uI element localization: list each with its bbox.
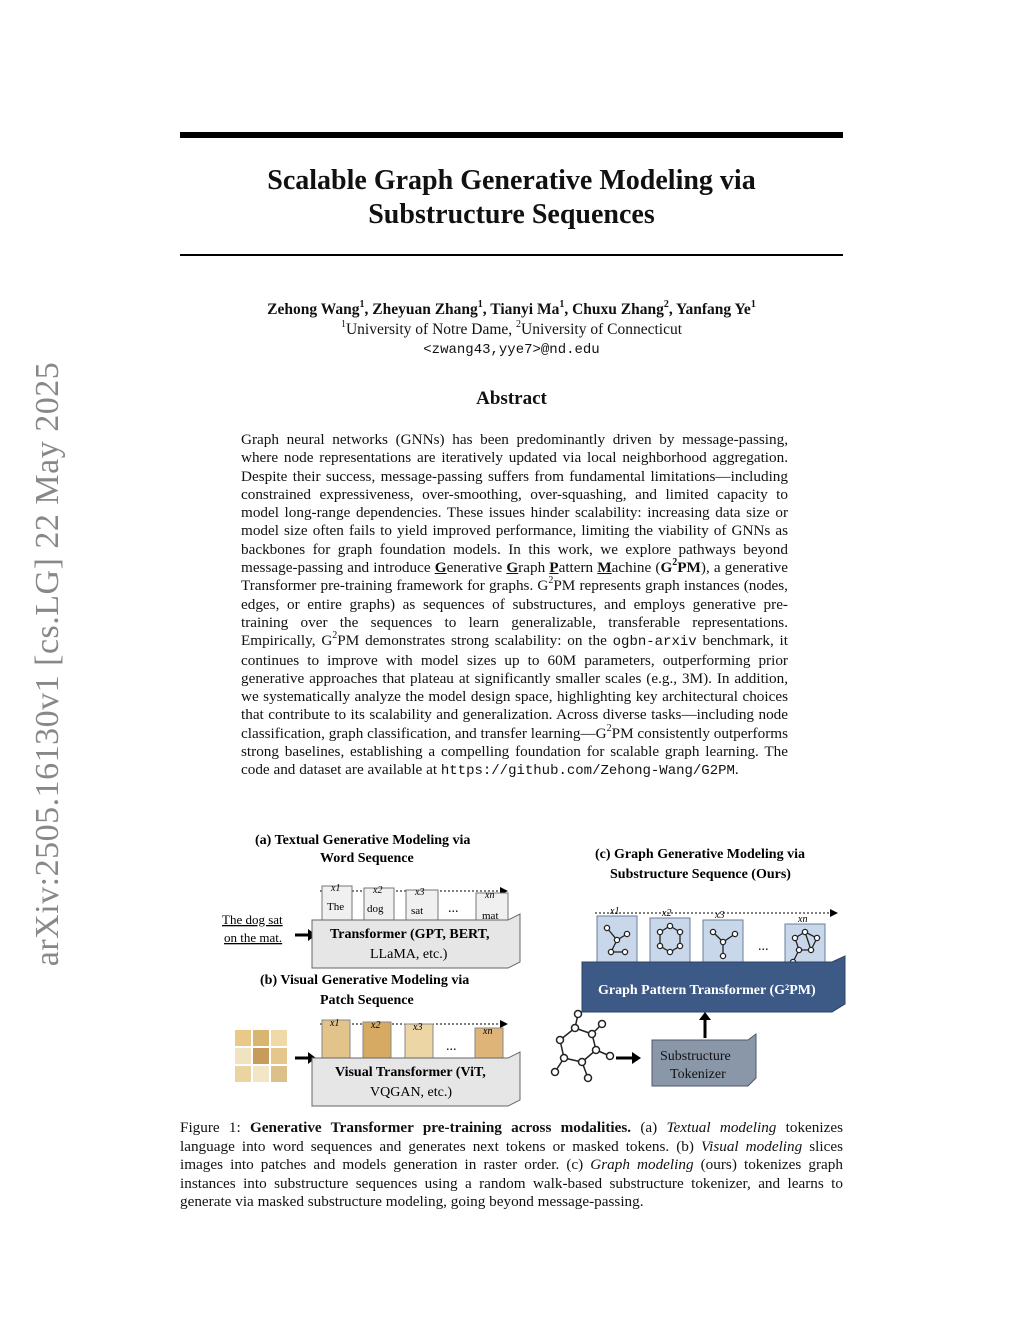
model-name-g: G — [660, 559, 673, 577]
word-token: sat — [411, 905, 424, 917]
abstract-body — [241, 431, 788, 781]
panel-b-title-1: (b) Visual Generative Modeling via — [260, 973, 470, 988]
image-patch — [235, 1048, 251, 1064]
panel-a-title-2: Word Sequence — [320, 851, 414, 866]
arxiv-sidebar-stamp — [28, 361, 68, 967]
panel-c-title-1: (c) Graph Generative Modeling via — [595, 847, 805, 862]
title-bottom-rule — [180, 254, 843, 256]
arxiv-stamp-text: arXiv:2505.16130v1 [cs.LG] 22 May 2025 — [29, 361, 66, 967]
dataset-name: ogbn-arxiv — [612, 634, 697, 651]
model-name-sup: 2 — [606, 722, 612, 734]
caption-text: slices images into patches and models generation in raster order. (c) — [180, 1137, 843, 1174]
figure-1 — [200, 828, 850, 1108]
input-sentence-line-1: The dog sat — [222, 912, 283, 927]
caption-bold: Generative Transformer pre-training across modalities. — [249, 1119, 632, 1136]
abstract-text: Graph neural networks (GNNs) has been predominantly driven by message-passing, where node representations are iteratively updated via local neighborhood aggregation. Despite their success, message-passing suffers from fundamental limitations—including constrained expressiveness, over-smoothing, over-squashing, and limited capacity to model long-range dependencies. These issues hinder scalability: increasing data size or model size often fails to yield improved performance, limiting the viability of GNNs as backbones for graph foundation models. In this work, we explore pathways beyond message-passing and introduce — [241, 431, 788, 577]
title-line-2: Substructure Sequences — [368, 199, 655, 230]
abstract-text: benchmark, it continues to improve with model sizes up to 60M parameters, outperforming prior generative approaches that plateau at significantly smaller scales (e.g., 3M). In addition, we systematically analyze the model design space, highlighting key architectural choices that contribute to its scalability and generalization. Across diverse tasks—including node classification, graph classification, and transfer learning—G — [241, 632, 788, 742]
text-transformer-label-2: LLaMA, etc.) — [370, 947, 448, 962]
affil-sup: 1 — [340, 318, 346, 330]
x-label: x3 — [415, 887, 425, 898]
x-label: x1 — [331, 883, 341, 894]
abstract-heading: Abstract — [476, 388, 547, 409]
x-label: xn — [483, 1026, 493, 1037]
x-label: x2 — [371, 1020, 381, 1031]
acronym-letter: G — [434, 559, 447, 577]
model-name-pm: PM — [677, 559, 701, 577]
caption-paragraph — [180, 1119, 843, 1212]
graph-transformer-label: Graph Pattern Transformer (G²PM) — [598, 983, 816, 998]
x-label: xn — [798, 914, 808, 925]
substructure-tokens — [597, 906, 825, 970]
input-sentence-line-2: on the mat. — [224, 930, 283, 945]
caption-italic: Graph modeling — [590, 1156, 694, 1174]
word-token: mat — [482, 910, 499, 922]
graph-to-tokenizer-arrow-head — [632, 1052, 641, 1064]
x-label: x1 — [610, 906, 620, 917]
author-names: Zehong Wang$^1$, Zheyuan Zhang$^1$, Tianyi Ma$^1$, Chuxu Zhang$^2$, Yanfang Ye$^1$ — [267, 298, 756, 318]
author-name: Chuxu Zhang — [572, 301, 664, 318]
caption-text: (a) — [631, 1119, 667, 1136]
caption-label: Figure 1: — [180, 1119, 250, 1136]
panel-b-title-2: Patch Sequence — [320, 993, 414, 1008]
author-affil-sup: 1 — [559, 298, 565, 310]
paper-title — [180, 164, 843, 232]
visual-transformer-label-2: VQGAN, etc.) — [370, 1085, 453, 1100]
code-url-link[interactable]: https://github.com/Zehong-Wang/G2PM — [440, 763, 735, 780]
figure-caption — [180, 1119, 843, 1212]
image-patch — [235, 1066, 251, 1082]
image-patch — [253, 1066, 269, 1082]
author-affil-sup: 1 — [359, 298, 365, 310]
author-block — [180, 300, 843, 360]
x-label: x3 — [715, 910, 725, 921]
abstract-text: enerative — [446, 559, 507, 577]
sequence-arrow-b-head — [500, 1020, 508, 1028]
abstract-text: G — [537, 577, 549, 595]
tokenizer-label-2: Tokenizer — [670, 1067, 726, 1082]
word-token: The — [327, 901, 345, 913]
ellipsis: ... — [448, 901, 459, 916]
ellipsis: ... — [758, 939, 769, 954]
image-patch — [235, 1030, 251, 1046]
x-label: x3 — [413, 1022, 423, 1033]
visual-transformer-label-1: Visual Transformer (ViT, — [335, 1065, 486, 1080]
author-name: Zehong Wang — [267, 301, 360, 318]
acronym-letter: G — [506, 559, 519, 577]
model-name-sup: 2 — [548, 575, 554, 587]
model-name-sup: 2 — [332, 630, 338, 642]
author-affil-sup: 2 — [663, 298, 669, 310]
word-token: dog — [367, 903, 384, 915]
x-label: x1 — [330, 1018, 340, 1029]
image-patch — [253, 1048, 269, 1064]
image-patches-grid — [235, 1030, 287, 1082]
caption-italic: Textual modeling — [666, 1119, 777, 1136]
acronym-letter: P — [549, 559, 559, 577]
author-affil-sup: 1 — [477, 298, 483, 310]
text-transformer-label-1: Transformer (GPT, BERT, — [330, 927, 490, 942]
caption-text: tokenizes language into word sequences and generates next tokens or masked tokens. (b) — [180, 1119, 844, 1155]
caption-italic: Visual modeling — [700, 1137, 803, 1155]
affil-sup: 2 — [516, 318, 522, 330]
title-top-rule — [180, 132, 843, 138]
abstract-text: PM consistently outperforms strong baselines, establishing a compelling foundation for scalable graph learning. The code and dataset are available at — [241, 724, 788, 779]
x-label: x2 — [373, 885, 383, 896]
input-graph-icon — [552, 1011, 614, 1082]
image-patch — [271, 1066, 287, 1082]
abstract-text: PM represents graph instances (nodes, edges, or entire graphs) as sequences of substructures, and employs generative pre-training over the sequences to learn generalizable, transferable representations. Empirically, G — [241, 577, 788, 650]
abstract-text: . — [734, 761, 739, 779]
image-patch — [271, 1030, 287, 1046]
tokenizer-up-arrow-head — [699, 1012, 711, 1020]
author-name: Tianyi Ma — [490, 301, 560, 318]
abstract-text: PM demonstrates strong scalability: on the — [337, 632, 613, 650]
abstract-text: achine ( — [611, 559, 661, 577]
caption-text: (ours) tokenizes graph instances into substructure sequences using a random walk-based substructure tokenizer, and learns to generate via masked substructure modeling, going beyond message-passing. — [180, 1156, 843, 1211]
author-email: <zwang43,yye7>@nd.edu — [423, 342, 600, 358]
x-label: x2 — [662, 908, 672, 919]
abstract-paragraph — [241, 431, 788, 781]
panel-a-title-1: (a) Textual Generative Modeling via — [255, 833, 471, 848]
abstract-text: attern — [558, 559, 598, 577]
image-patch — [253, 1030, 269, 1046]
affiliation-1: University of Notre Dame, — [345, 321, 517, 338]
tokenizer-label-1: Substructure — [660, 1049, 731, 1064]
sequence-arrow-c-head — [830, 909, 838, 917]
author-name: Yanfang Ye — [676, 301, 751, 318]
image-patch — [271, 1048, 287, 1064]
author-name: Zheyuan Zhang — [372, 301, 478, 318]
x-label: xn — [485, 890, 495, 901]
abstract-text: ), a generative Transformer pre-training framework for graphs. — [241, 559, 788, 595]
panel-c-title-2: Substructure Sequence (Ours) — [610, 867, 791, 882]
affiliation-2: University of Connecticut — [521, 321, 683, 338]
acronym-letter: M — [597, 559, 612, 577]
model-name-sup: 2 — [672, 557, 678, 569]
title-line-1: Scalable Graph Generative Modeling via — [267, 165, 756, 196]
abstract-text: raph — [518, 559, 550, 577]
affiliations — [180, 320, 843, 340]
model-name — [660, 559, 700, 576]
ellipsis: ... — [446, 1039, 457, 1054]
author-affil-sup: 1 — [750, 298, 756, 310]
